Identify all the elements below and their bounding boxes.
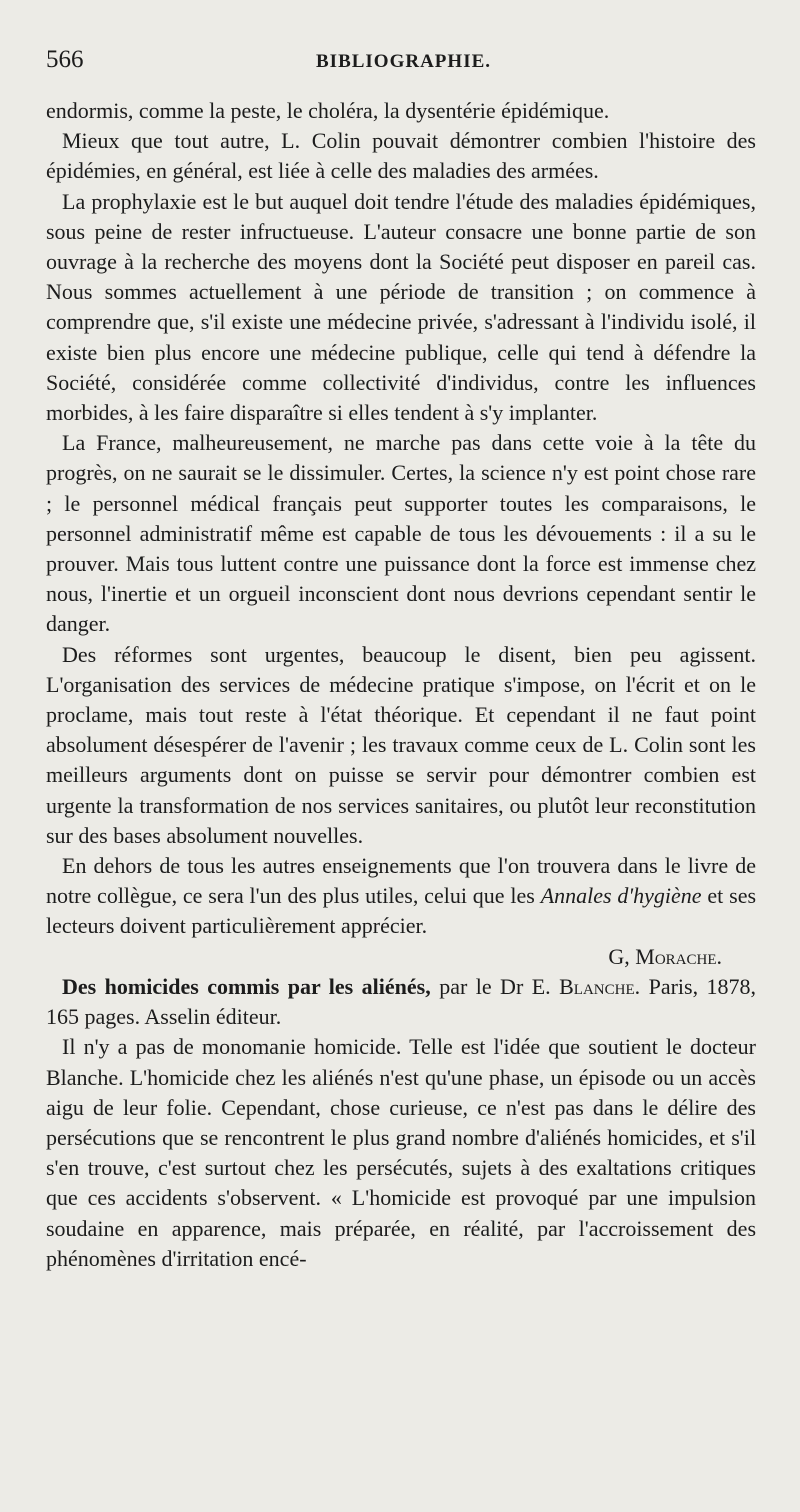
page-number: 566 xyxy=(46,46,84,73)
paragraph-text: et ses lecteurs doivent particulièrement apprécier. xyxy=(46,883,757,939)
body-text xyxy=(46,96,756,1274)
signature-line xyxy=(46,942,756,972)
page-header xyxy=(46,46,756,96)
paragraph: Des réformes sont urgentes, beaucoup le disent, bien peu agissent. L'organisation des services de médecine pratique s'impose, on l'écrit et on le proclame, mais tout reste à l'état théorique. Et cependant il ne faut point absolument désespérer de l'avenir ; les travaux comme ceux de L. Colin sont les meilleurs arguments dont on puisse se servir pour démontrer combien est urgente la transformation de nos services sanitaires, ou plutôt leur reconstitution sur des bases absolument nouvelles. xyxy=(46,641,756,848)
paragraph: La prophylaxie est le but auquel doit tendre l'étude des maladies épidémiques, sous peine de rester infructueuse. L'auteur consacre une bonne partie de son ouvrage à la recherche des moyens dont la Société peut disposer en pareil cas. Nous sommes actuellement à une période de transition ; on commence à comprendre que, s'il existe une médecine privée, s'adressant à l'individu isolé, il existe bien plus encore une médecine publique, celle qui tend à défendre la Société, considérée comme collectivité d'individus, contre les influences morbides, à les faire disparaître si elles tendent à s'y implanter. xyxy=(46,188,756,426)
paragraph: Il n'y a pas de monomanie homicide. Telle est l'idée que soutient le docteur Blanche. L'homicide chez les aliénés n'est qu'une phase, un épisode ou un accès aigu de leur folie. Cependant, chose curieuse, ce n'est pas dans le délire des persécutions que se rencontrent le plus grand nombre d'aliénés homicides, et s'il s'en trouve, c'est surtout chez les persécutés, sujets à des exaltations critiques que ces accidents s'observent. « L'homicide est provoqué par une impulsion soudaine en apparence, mais préparée, en réalité, par l'accroissement des phénomènes d'irritation encé- xyxy=(46,1034,756,1271)
review-by: par le Dr xyxy=(439,973,524,999)
review-author: E. Blanche. xyxy=(531,973,641,999)
review-title: Des homicides commis par les aliénés, xyxy=(62,973,431,999)
review-publication: Paris, 1878, 165 pages. Asselin éditeur. xyxy=(46,973,757,1030)
paragraph-text: En dehors de tous les autres enseignements que l'on trouvera dans le livre de notre collègue, ce sera l'un des plus utiles, celui que les xyxy=(46,853,756,909)
paragraph: Mieux que tout autre, L. Colin pouvait démontrer combien l'histoire des épidémies, en général, est liée à celle des maladies des armées. xyxy=(46,128,756,184)
paragraph: La France, malheureusement, ne marche pas dans cette voie à la tête du progrès, on ne saurait se le dissimuler. Certes, la science n'y est point chose rare ; le personnel médical français peut supporter toutes les comparaisons, le personnel administratif même est capable de tous les dévouements : il a su le prouver. Mais tous luttent contre une puissance dont la force est immense chez nous, l'inertie et un orgueil inconscient dont nous devrions cependant sentir le danger. xyxy=(46,430,756,637)
running-head: BIBLIOGRAPHIE. xyxy=(316,51,492,72)
signature-initial: G, xyxy=(608,943,630,969)
journal-title: Annales d'hygiène xyxy=(540,883,702,909)
paragraph xyxy=(46,851,756,942)
review-heading xyxy=(46,972,756,1032)
signature-name: Morache. xyxy=(635,943,722,969)
paragraph-continuation: endormis, comme la peste, le choléra, la dysentérie épidémique. xyxy=(46,98,610,123)
